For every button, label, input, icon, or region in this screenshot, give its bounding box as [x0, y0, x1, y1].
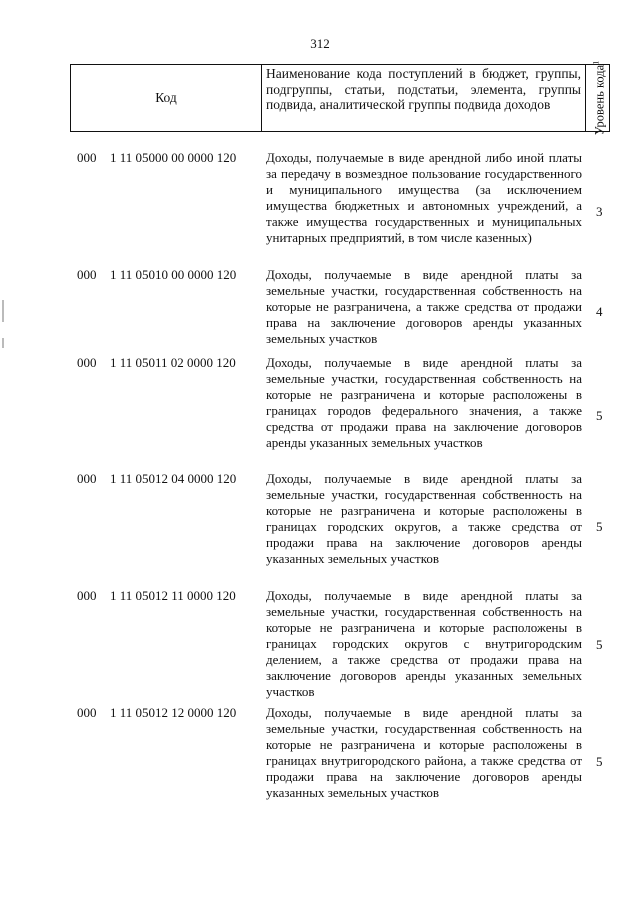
row-name: Доходы, получаемые в виде арендной платы за земельные участки, государственная собственность на которые не разграничена и которые расположены в границах городских округов, а также средства от продажи права на заключение договоров аренды указанных земельных участков: [266, 471, 582, 566]
row-level: 5: [596, 519, 603, 534]
header-level-footnote: 1: [590, 60, 600, 65]
row-name: Доходы, получаемые в виде арендной платы за земельные участки, государственная собственность на которые не разграничена и которые расположены в границах городов федерального значения, а также средства от продажи права на заключение договоров аренды указанных земельных участков: [266, 355, 582, 450]
row-code: 1 11 05012 11 0000 120: [110, 588, 236, 603]
row-name: Доходы, получаемые в виде арендной платы за земельные участки, государственная собственность на которые не разграничена и которые расположены в границах внутригородского района, а также средства от продажи права на заключение договоров аренды указанных земельных участков: [266, 705, 582, 800]
row-prefix: 000: [77, 705, 97, 720]
row-level: 5: [596, 637, 603, 652]
row-prefix: 000: [77, 471, 97, 486]
row-prefix: 000: [77, 588, 97, 603]
row-name: Доходы, получаемые в виде арендной платы за земельные участки, государственная собственность на которые не разграничена и которые расположены в границах городских округов с внутригородским делением, а также средства от продажи права на заключение договоров аренды указанных земельных участков: [266, 588, 582, 699]
row-level: 4: [596, 304, 603, 319]
row-code: 1 11 05012 12 0000 120: [110, 705, 237, 720]
header-level-label: [590, 61, 605, 135]
row-name: Доходы, получаемые в виде арендной либо иной платы за передачу в возмездное пользование государственного и муниципального имущества (за исключением имущества бюджетных и автономных учреждений, а также имущества государственных и муниципальных унитарных предприятий, в том числе казенных): [266, 150, 582, 245]
row-code: 1 11 05012 04 0000 120: [110, 471, 237, 486]
row-code: 1 11 05010 00 0000 120: [110, 267, 237, 282]
page-number: 312: [310, 36, 330, 51]
row-code: 1 11 05011 02 0000 120: [110, 355, 236, 370]
row-prefix: 000: [77, 150, 97, 165]
row-prefix: 000: [77, 355, 97, 370]
row-level: 3: [596, 204, 603, 219]
header-level: [586, 60, 609, 136]
row-level: 5: [596, 408, 603, 423]
table-header: [70, 60, 610, 136]
scan-margin-mark: [2, 300, 4, 322]
row-prefix: 000: [77, 267, 97, 282]
header-name: Наименование кода поступлений в бюджет, группы, подгруппы, статьи, подстатьи, элемента, группы подвида, аналитической группы подвида доходов: [262, 65, 586, 131]
row-code: 1 11 05000 00 0000 120: [110, 150, 237, 165]
header-code: Код: [71, 65, 262, 131]
header-level-text: Уровень кода: [592, 64, 607, 136]
scan-margin-mark: [2, 338, 4, 348]
row-name: Доходы, получаемые в виде арендной платы за земельные участки, государственная собственность на которые не разграничена, а также средства от продажи права на заключение договоров аренды указанных земельных участков: [266, 267, 582, 346]
row-level: 5: [596, 754, 603, 769]
